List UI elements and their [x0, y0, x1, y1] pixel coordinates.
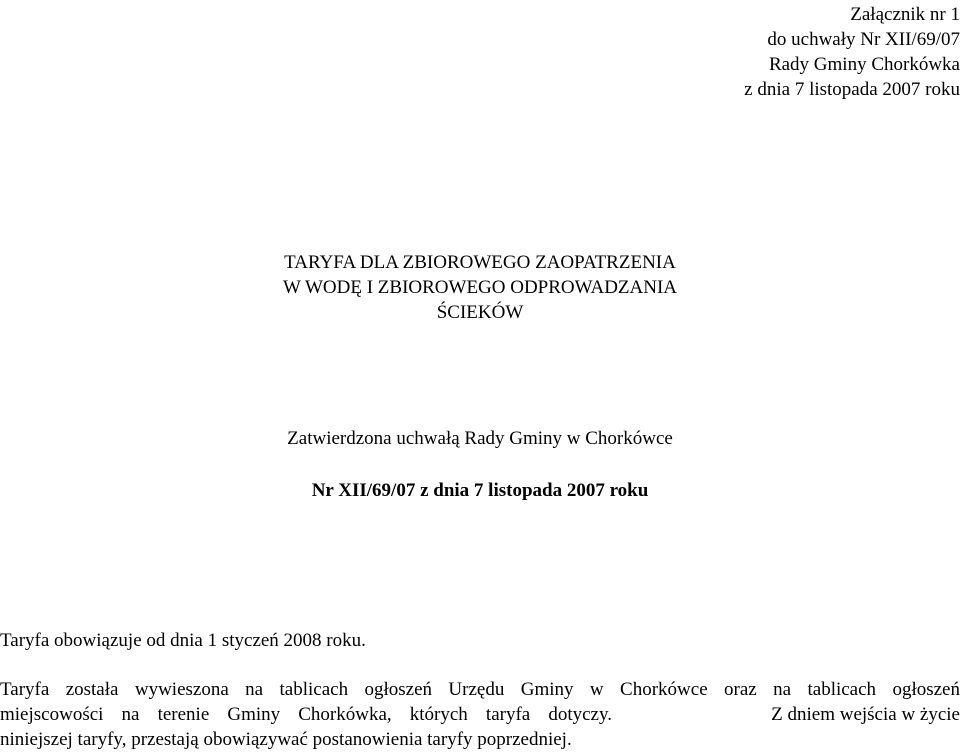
- paragraph-line-1: Taryfa została wywieszona na tablicach ogłoszeń Urzędu Gminy w Chorkówce oraz na tablicach ogłoszeń: [0, 679, 960, 700]
- annex-date: z dnia 7 listopada 2007 roku: [744, 79, 960, 100]
- paragraph-line-2: [0, 702, 960, 727]
- title-line-3: ŚCIEKÓW: [436, 302, 524, 323]
- effective-date-text: Taryfa obowiązuje od dnia 1 styczeń 2008 roku.: [0, 630, 366, 651]
- annex-number: Załącznik nr 1: [850, 4, 960, 25]
- annex-council: Rady Gminy Chorkówka: [768, 54, 960, 75]
- annex-header: [560, 2, 960, 102]
- approval-reference: Nr XII/69/07 z dnia 7 listopada 2007 roku: [311, 480, 649, 501]
- paragraph-line-2-left: miejscowości na terenie Gminy Chorkówka, których taryfa dotyczy.: [0, 704, 612, 725]
- paragraph-line-2-right: Z dniem wejścia w życie: [771, 704, 960, 725]
- title-line-1: TARYFA DLA ZBIOROWEGO ZAOPATRZENIA: [284, 252, 676, 273]
- document-title: [0, 250, 960, 325]
- paragraph-line-3: niniejszej taryfy, przestają obowiązywać postanowienia taryfy poprzedniej.: [0, 729, 572, 750]
- approval-text: Zatwierdzona uchwałą Rady Gminy w Chorkówce: [287, 428, 673, 449]
- title-line-2: W WODĘ I ZBIOROWEGO ODPROWADZANIA: [282, 277, 678, 298]
- annex-resolution: do uchwały Nr XII/69/07: [767, 29, 960, 50]
- body-paragraph: [0, 677, 960, 752]
